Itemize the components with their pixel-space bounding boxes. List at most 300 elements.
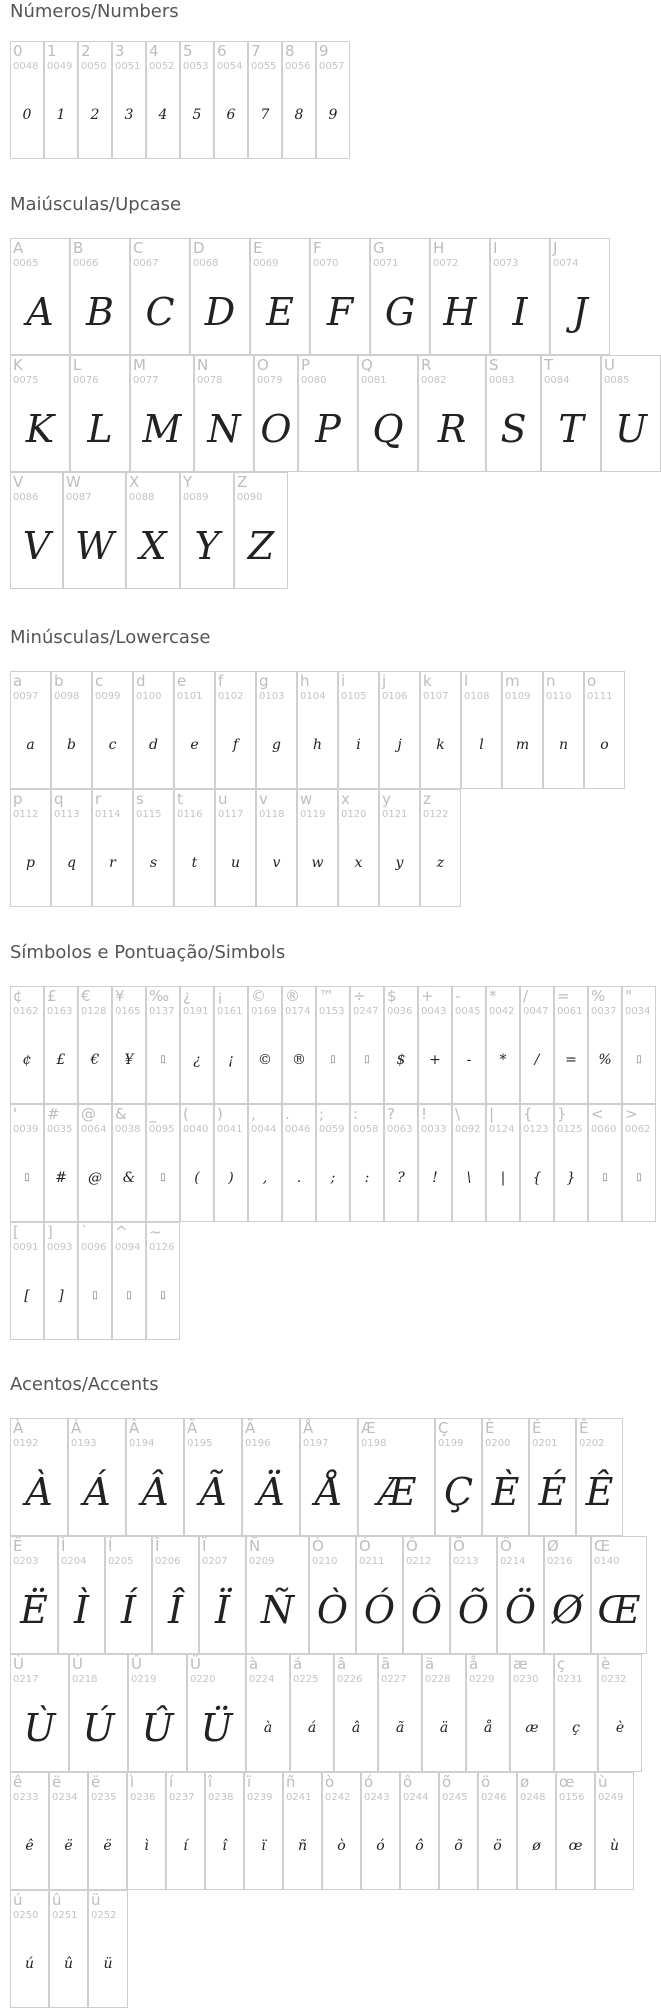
glyph-sample: ú bbox=[24, 1956, 35, 1972]
glyph-cell bbox=[92, 789, 133, 907]
glyph-sample: ã bbox=[395, 1720, 405, 1736]
glyph-label: ï bbox=[247, 1773, 252, 1791]
glyph-cell bbox=[10, 1890, 49, 2008]
glyph-code: 0252 bbox=[91, 1910, 117, 1921]
glyph-label: á bbox=[293, 1655, 303, 1673]
glyph-cell bbox=[215, 671, 256, 789]
glyph-code: 0070 bbox=[313, 258, 339, 269]
glyph-code: 0114 bbox=[95, 809, 121, 820]
glyph-cell bbox=[300, 1418, 358, 1536]
glyph-code: 0039 bbox=[13, 1124, 39, 1135]
glyph-label: T bbox=[544, 356, 554, 374]
glyph-code: 0249 bbox=[598, 1792, 624, 1803]
glyph-sample: ô bbox=[415, 1838, 424, 1854]
glyph-sample: x bbox=[354, 855, 363, 871]
glyph-code: 0213 bbox=[453, 1556, 479, 1567]
glyph-label: : bbox=[353, 1105, 359, 1123]
glyph-cell bbox=[250, 238, 310, 355]
glyph-label: Õ bbox=[453, 1537, 465, 1555]
glyph-label: 8 bbox=[285, 42, 295, 60]
glyph-sample: ë bbox=[103, 1838, 112, 1854]
glyph-label: % bbox=[591, 987, 606, 1005]
glyph-label: ¡ bbox=[217, 987, 224, 1005]
glyph-cell bbox=[298, 355, 358, 472]
glyph-cell bbox=[146, 1104, 180, 1222]
glyph-sample: ó bbox=[376, 1838, 385, 1854]
glyph-code: 0193 bbox=[71, 1438, 97, 1449]
glyph-sample: Œ bbox=[597, 1588, 641, 1632]
glyph-cell bbox=[622, 1104, 656, 1222]
glyph-cell bbox=[450, 1536, 497, 1654]
glyph-label: $ bbox=[387, 987, 397, 1005]
glyph-code: 0218 bbox=[72, 1674, 98, 1685]
glyph-cell bbox=[10, 472, 63, 589]
glyph-code: 0040 bbox=[183, 1124, 209, 1135]
glyph-code: 0052 bbox=[149, 61, 175, 72]
glyph-code: 0058 bbox=[353, 1124, 379, 1135]
glyph-code: 0065 bbox=[13, 258, 39, 269]
glyph-cell bbox=[588, 1104, 622, 1222]
glyph-cell bbox=[297, 789, 338, 907]
glyph-sample: ø bbox=[532, 1838, 541, 1854]
glyph-cell bbox=[68, 1418, 126, 1536]
glyph-sample: õ bbox=[454, 1838, 463, 1854]
glyph-label: e bbox=[177, 672, 187, 690]
glyph-cell bbox=[466, 1654, 510, 1772]
glyph-label: U bbox=[604, 356, 615, 374]
glyph-label: ? bbox=[387, 1105, 395, 1123]
glyph-sample: D bbox=[204, 289, 236, 334]
glyph-code: 0036 bbox=[387, 1006, 413, 1017]
glyph-label: Ï bbox=[202, 1537, 207, 1555]
glyph-code: 0194 bbox=[129, 1438, 155, 1449]
glyph-code: 0073 bbox=[493, 258, 519, 269]
glyph-cell bbox=[10, 1536, 58, 1654]
glyph-sample: û bbox=[63, 1956, 74, 1972]
glyph-label: Æ bbox=[361, 1419, 376, 1437]
glyph-sample: Û bbox=[141, 1706, 174, 1750]
glyph-label: R bbox=[421, 356, 432, 374]
glyph-code: 0162 bbox=[13, 1006, 39, 1017]
glyph-sample: Ú bbox=[82, 1706, 115, 1750]
glyph-cell bbox=[70, 238, 130, 355]
glyph-sample: [ bbox=[24, 1288, 30, 1304]
glyph-cell bbox=[520, 1104, 554, 1222]
glyph-sample: ë bbox=[64, 1838, 73, 1854]
glyph-cell bbox=[10, 1654, 69, 1772]
glyph-label: Ã bbox=[187, 1419, 198, 1437]
glyph-sample: ▯ bbox=[24, 1172, 30, 1183]
glyph-label: 6 bbox=[217, 42, 227, 60]
section-numbers bbox=[10, 0, 661, 159]
glyph-cell bbox=[290, 1654, 334, 1772]
glyph-sample: q bbox=[67, 855, 76, 871]
glyph-label: î bbox=[208, 1773, 213, 1791]
glyph-label: L bbox=[73, 356, 82, 374]
glyph-cell bbox=[550, 238, 610, 355]
glyph-code: 0090 bbox=[237, 492, 263, 503]
glyph-cell bbox=[418, 355, 486, 472]
glyph-cell bbox=[187, 1654, 246, 1772]
glyph-cell bbox=[497, 1536, 544, 1654]
glyph-label: f bbox=[218, 672, 224, 690]
glyph-code: 0092 bbox=[455, 1124, 481, 1135]
glyph-code: 0077 bbox=[133, 375, 159, 386]
glyph-cell bbox=[70, 355, 130, 472]
glyph-cell bbox=[214, 986, 248, 1104]
glyph-label: u bbox=[218, 790, 228, 808]
glyph-sample: X bbox=[139, 523, 167, 568]
glyph-label: ÷ bbox=[353, 987, 366, 1005]
glyph-sample: ) bbox=[228, 1170, 234, 1186]
glyph-sample: ▯ bbox=[126, 1290, 132, 1301]
glyph-code: 0103 bbox=[259, 691, 285, 702]
glyph-sample: # bbox=[55, 1170, 67, 1186]
glyph-sample: ▯ bbox=[330, 1054, 336, 1065]
glyph-sample: e bbox=[190, 737, 199, 753]
glyph-label: Û bbox=[131, 1655, 142, 1673]
glyph-cell bbox=[78, 1222, 112, 1340]
glyph-code: 0163 bbox=[47, 1006, 73, 1017]
glyph-cell bbox=[205, 1772, 244, 1890]
glyph-cell bbox=[10, 41, 44, 159]
glyph-code: 0081 bbox=[361, 375, 387, 386]
glyph-sample: ( bbox=[194, 1170, 200, 1186]
glyph-cell bbox=[105, 1536, 152, 1654]
glyph-cell bbox=[282, 41, 316, 159]
glyph-cell bbox=[10, 1772, 49, 1890]
glyph-label: > bbox=[625, 1105, 638, 1123]
glyph-cell bbox=[452, 986, 486, 1104]
glyph-code: 0126 bbox=[149, 1242, 175, 1253]
glyph-code: 0216 bbox=[547, 1556, 573, 1567]
glyph-code: 0054 bbox=[217, 61, 243, 72]
glyph-cell bbox=[126, 1418, 184, 1536]
glyph-code: 0192 bbox=[13, 1438, 39, 1449]
section-uppercase bbox=[10, 193, 661, 589]
glyph-sample: + bbox=[429, 1052, 441, 1068]
glyph-label: / bbox=[523, 987, 529, 1005]
glyph-sample: V bbox=[22, 523, 51, 568]
glyph-sample: 8 bbox=[294, 107, 304, 123]
glyph-label: = bbox=[557, 987, 570, 1005]
glyph-sample: s bbox=[149, 855, 158, 871]
glyph-sample: ▯ bbox=[160, 1172, 166, 1183]
glyph-label: ‰ bbox=[149, 987, 170, 1005]
glyph-sample: 4 bbox=[158, 107, 168, 123]
glyph-cell bbox=[248, 41, 282, 159]
glyph-sample: B bbox=[86, 289, 114, 334]
glyph-code: 0117 bbox=[218, 809, 244, 820]
glyph-cell bbox=[430, 238, 490, 355]
glyph-label: A bbox=[13, 239, 24, 257]
glyph-sample: Ô bbox=[410, 1588, 443, 1632]
glyph-code: 0165 bbox=[115, 1006, 141, 1017]
glyph-label: P bbox=[301, 356, 311, 374]
glyph-code: 0108 bbox=[464, 691, 490, 702]
glyph-code: 0050 bbox=[81, 61, 107, 72]
section-title: Símbolos e Pontuação/Simbols bbox=[10, 942, 286, 963]
glyph-label: t bbox=[177, 790, 183, 808]
glyph-code: 0060 bbox=[591, 1124, 617, 1135]
glyph-label: m bbox=[505, 672, 520, 690]
glyph-cell bbox=[520, 986, 554, 1104]
glyph-sample: E bbox=[266, 289, 294, 334]
glyph-grid bbox=[10, 41, 661, 159]
glyph-sample: Z bbox=[247, 523, 275, 568]
glyph-label: o bbox=[587, 672, 597, 690]
glyph-sample: K bbox=[25, 406, 55, 451]
glyph-cell bbox=[128, 1654, 187, 1772]
glyph-code: 0123 bbox=[523, 1124, 549, 1135]
glyph-code: 0064 bbox=[81, 1124, 107, 1135]
glyph-label: ` bbox=[81, 1223, 89, 1241]
glyph-label: l bbox=[464, 672, 469, 690]
glyph-cell bbox=[384, 1104, 418, 1222]
glyph-sample: ñ bbox=[297, 1838, 308, 1854]
glyph-code: 0209 bbox=[249, 1556, 275, 1567]
glyph-code: 0035 bbox=[47, 1124, 73, 1135]
glyph-cell bbox=[439, 1772, 478, 1890]
glyph-sample: Ø bbox=[551, 1588, 584, 1632]
glyph-sample: L bbox=[87, 406, 113, 451]
glyph-sample: ä bbox=[439, 1720, 449, 1736]
glyph-sample: w bbox=[311, 855, 324, 871]
glyph-label: ~ bbox=[149, 1223, 162, 1241]
glyph-label: { bbox=[523, 1105, 533, 1123]
glyph-code: 0069 bbox=[253, 258, 279, 269]
glyph-sample: Ã bbox=[199, 1470, 227, 1514]
glyph-code: 0219 bbox=[131, 1674, 157, 1685]
glyph-code: 0248 bbox=[520, 1792, 546, 1803]
glyph-code: 0097 bbox=[13, 691, 39, 702]
glyph-sample: Ä bbox=[257, 1470, 285, 1514]
glyph-sample: i bbox=[356, 737, 361, 753]
glyph-sample: î bbox=[222, 1838, 227, 1854]
glyph-label: £ bbox=[47, 987, 57, 1005]
glyph-cell bbox=[92, 671, 133, 789]
glyph-sample: T bbox=[558, 406, 584, 451]
glyph-label: 1 bbox=[47, 42, 57, 60]
glyph-cell bbox=[49, 1772, 88, 1890]
glyph-sample: F bbox=[326, 289, 354, 334]
glyph-label: ö bbox=[481, 1773, 491, 1791]
glyph-code: 0045 bbox=[455, 1006, 481, 1017]
glyph-code: 0230 bbox=[513, 1674, 539, 1685]
glyph-code: 0211 bbox=[359, 1556, 385, 1567]
glyph-sample: a bbox=[26, 737, 35, 753]
glyph-sample: ▯ bbox=[160, 1290, 166, 1301]
glyph-code: 0153 bbox=[319, 1006, 345, 1017]
glyph-label: S bbox=[489, 356, 499, 374]
glyph-sample: \ bbox=[466, 1170, 472, 1186]
glyph-code: 0112 bbox=[13, 809, 39, 820]
glyph-cell bbox=[422, 1654, 466, 1772]
glyph-code: 0085 bbox=[604, 375, 630, 386]
glyph-sample: Á bbox=[83, 1470, 111, 1514]
glyph-code: 0242 bbox=[325, 1792, 351, 1803]
glyph-cell bbox=[248, 1104, 282, 1222]
glyph-code: 0201 bbox=[532, 1438, 558, 1449]
glyph-sample: R bbox=[437, 406, 467, 451]
glyph-sample: ; bbox=[330, 1170, 336, 1186]
glyph-code: 0125 bbox=[557, 1124, 583, 1135]
glyph-cell bbox=[58, 1536, 105, 1654]
glyph-label: ì bbox=[130, 1773, 135, 1791]
glyph-sample: å bbox=[483, 1720, 493, 1736]
glyph-cell bbox=[338, 789, 379, 907]
glyph-label: < bbox=[591, 1105, 604, 1123]
glyph-code: 0233 bbox=[13, 1792, 39, 1803]
glyph-sample: ¡ bbox=[228, 1052, 234, 1068]
glyph-cell bbox=[184, 1418, 242, 1536]
glyph-cell bbox=[10, 355, 70, 472]
glyph-sample: 2 bbox=[90, 107, 100, 123]
glyph-cell bbox=[180, 1104, 214, 1222]
glyph-label: K bbox=[13, 356, 23, 374]
glyph-sample: k bbox=[436, 737, 445, 753]
glyph-code: 0066 bbox=[73, 258, 99, 269]
glyph-cell bbox=[126, 472, 180, 589]
glyph-cell bbox=[44, 41, 78, 159]
glyph-code: 0111 bbox=[587, 691, 613, 702]
glyph-sample: € bbox=[90, 1052, 100, 1068]
glyph-cell bbox=[78, 1104, 112, 1222]
glyph-label: V bbox=[13, 473, 24, 491]
glyph-cell bbox=[584, 671, 625, 789]
glyph-cell bbox=[486, 355, 541, 472]
glyph-cell bbox=[180, 41, 214, 159]
glyph-cell bbox=[174, 789, 215, 907]
glyph-code: 0212 bbox=[406, 1556, 432, 1567]
glyph-label: - bbox=[455, 987, 461, 1005]
glyph-label: Ò bbox=[312, 1537, 324, 1555]
glyph-cell bbox=[44, 1104, 78, 1222]
glyph-cell bbox=[297, 671, 338, 789]
glyph-code: 0197 bbox=[303, 1438, 329, 1449]
glyph-sample: Í bbox=[120, 1588, 136, 1632]
glyph-sample: ê bbox=[25, 1838, 34, 1854]
glyph-code: 0086 bbox=[13, 492, 39, 503]
glyph-cell bbox=[322, 1772, 361, 1890]
glyph-code: 0120 bbox=[341, 809, 367, 820]
glyph-sample: ® bbox=[292, 1052, 306, 1068]
glyph-code: 0109 bbox=[505, 691, 531, 702]
glyph-label: + bbox=[421, 987, 434, 1005]
glyph-sample: = bbox=[565, 1052, 577, 1068]
glyph-cell bbox=[112, 1104, 146, 1222]
glyph-code: 0206 bbox=[155, 1556, 181, 1567]
glyph-code: 0091 bbox=[13, 1242, 39, 1253]
glyph-label: ( bbox=[183, 1105, 189, 1123]
glyph-code: 0037 bbox=[591, 1006, 617, 1017]
glyph-label: Ü bbox=[190, 1655, 201, 1673]
glyph-sample: g bbox=[272, 737, 281, 753]
glyph-label: ø bbox=[520, 1773, 530, 1791]
glyph-code: 0214 bbox=[500, 1556, 526, 1567]
glyph-sample: - bbox=[466, 1052, 472, 1068]
glyph-sample: y bbox=[395, 855, 404, 871]
glyph-code: 0124 bbox=[489, 1124, 515, 1135]
glyph-cell bbox=[461, 671, 502, 789]
glyph-label: Ô bbox=[406, 1537, 418, 1555]
glyph-label: d bbox=[136, 672, 146, 690]
glyph-cell bbox=[478, 1772, 517, 1890]
glyph-label: @ bbox=[81, 1105, 96, 1123]
glyph-sample: U bbox=[614, 406, 648, 451]
glyph-sample: Ï bbox=[214, 1588, 230, 1632]
glyph-cell bbox=[254, 355, 298, 472]
glyph-cell bbox=[316, 986, 350, 1104]
glyph-sample: © bbox=[258, 1052, 272, 1068]
glyph-label: . bbox=[285, 1105, 290, 1123]
glyph-sample: @ bbox=[88, 1170, 102, 1186]
glyph-label: Ì bbox=[61, 1537, 66, 1555]
glyph-code: 0055 bbox=[251, 61, 277, 72]
glyph-cell bbox=[598, 1654, 642, 1772]
glyph-code: 0048 bbox=[13, 61, 39, 72]
glyph-label: Ù bbox=[13, 1655, 24, 1673]
glyph-sample: l bbox=[479, 737, 484, 753]
glyph-cell bbox=[282, 986, 316, 1104]
glyph-sample: } bbox=[566, 1170, 576, 1186]
glyph-label: ô bbox=[403, 1773, 413, 1791]
glyph-cell bbox=[146, 986, 180, 1104]
glyph-cell bbox=[400, 1772, 439, 1890]
glyph-sample: í bbox=[183, 1838, 188, 1854]
glyph-label: ) bbox=[217, 1105, 223, 1123]
glyph-cell bbox=[215, 789, 256, 907]
glyph-cell bbox=[133, 671, 174, 789]
section-symbols bbox=[10, 941, 661, 1340]
glyph-label: ò bbox=[325, 1773, 335, 1791]
glyph-code: 0100 bbox=[136, 691, 162, 702]
glyph-sample: ¿ bbox=[193, 1052, 201, 1068]
glyph-code: 0161 bbox=[217, 1006, 243, 1017]
glyph-grid bbox=[10, 238, 661, 589]
glyph-sample: œ bbox=[568, 1838, 583, 1854]
glyph-code: 0243 bbox=[364, 1792, 390, 1803]
glyph-sample: £ bbox=[56, 1052, 66, 1068]
glyph-sample: p bbox=[26, 855, 35, 871]
glyph-label: z bbox=[423, 790, 431, 808]
section-lowercase bbox=[10, 626, 661, 907]
glyph-code: 0235 bbox=[91, 1792, 117, 1803]
glyph-label: ó bbox=[364, 1773, 374, 1791]
glyph-sample: 5 bbox=[192, 107, 202, 123]
glyph-code: 0122 bbox=[423, 809, 449, 820]
glyph-label: N bbox=[197, 356, 209, 374]
glyph-sample: N bbox=[207, 406, 241, 451]
glyph-cell bbox=[486, 1104, 520, 1222]
glyph-code: 0200 bbox=[485, 1438, 511, 1449]
glyph-code: 0101 bbox=[177, 691, 203, 702]
section-title: Maiúsculas/Upcase bbox=[10, 194, 182, 215]
glyph-label: Q bbox=[361, 356, 373, 374]
glyph-cell bbox=[180, 986, 214, 1104]
glyph-cell bbox=[486, 986, 520, 1104]
glyph-code: 0068 bbox=[193, 258, 219, 269]
glyph-cell bbox=[361, 1772, 400, 1890]
glyph-grid bbox=[10, 986, 661, 1340]
glyph-code: 0096 bbox=[81, 1242, 107, 1253]
glyph-label: 4 bbox=[149, 42, 159, 60]
glyph-cell bbox=[199, 1536, 246, 1654]
glyph-label: c bbox=[95, 672, 104, 690]
glyph-cell bbox=[482, 1418, 529, 1536]
glyph-sample: ▯ bbox=[636, 1054, 642, 1065]
glyph-label: æ bbox=[513, 1655, 528, 1673]
